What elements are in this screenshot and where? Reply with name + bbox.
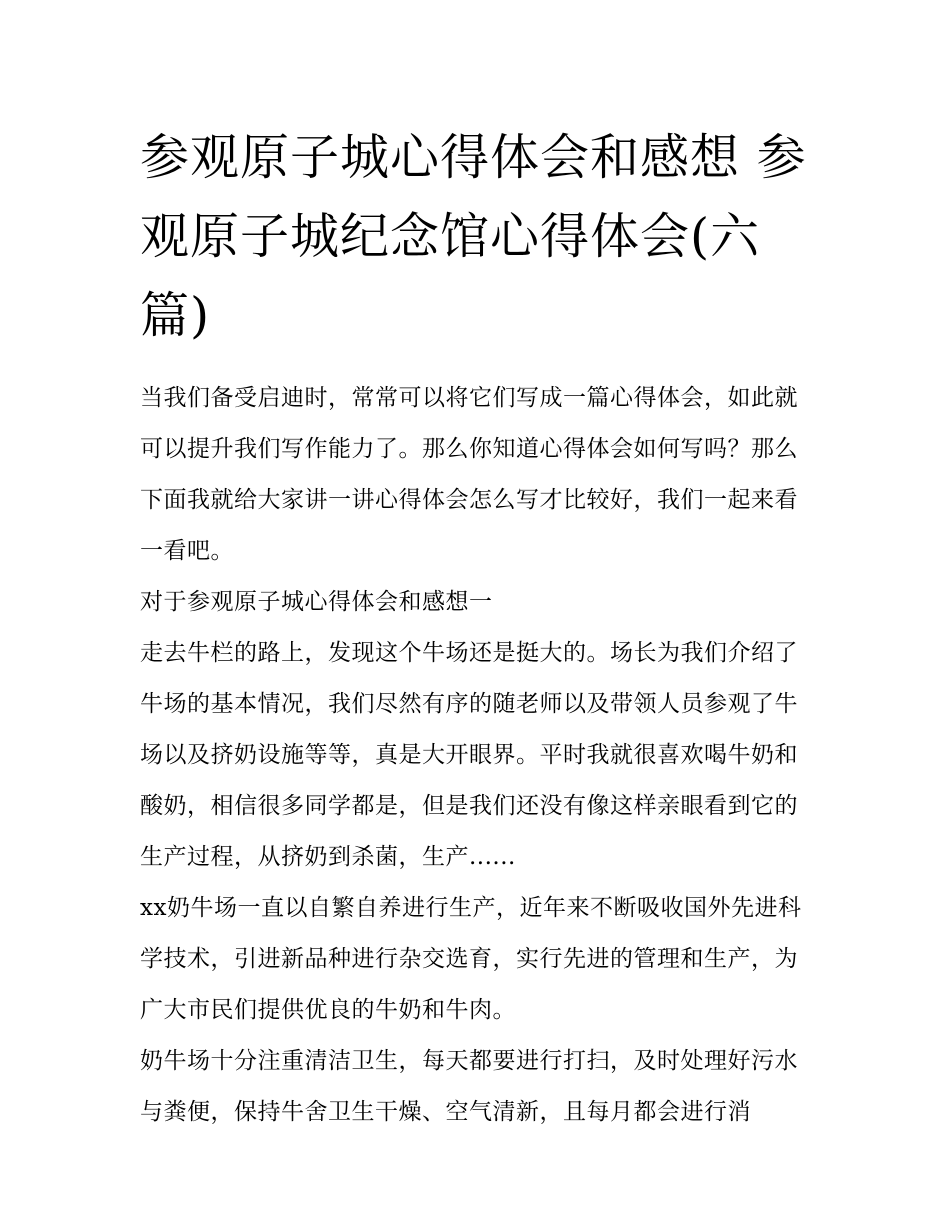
section-heading: 对于参观原子城心得体会和感想一 (140, 589, 493, 615)
body-paragraph-1: 走去牛栏的路上，发现这个牛场还是挺大的。场长为我们介绍了牛场的基本情况，我们尽然有序的随老师以及带领人员参观了牛场以及挤奶设施等等，真是大开眼界。平时我就很喜欢喝牛奶和酸奶，相信很多同学都是，但是我们还没有像这样亲眼看到它的生产过程，从挤奶到杀菌，生产...... (140, 640, 798, 870)
document-body (140, 373, 812, 1138)
document-content (140, 118, 812, 1138)
body-paragraph-2: xx奶牛场一直以自繁自养进行生产，近年来不断吸收国外先进科学技术，引进新品种进行杂交选育，实行先进的管理和生产，为广大市民们提供优良的牛奶和牛肉。 (140, 895, 802, 1023)
intro-paragraph: 当我们备受启迪时，常常可以将它们写成一篇心得体会，如此就可以提升我们写作能力了。那么你知道心得体会如何写吗？那么下面我就给大家讲一讲心得体会怎么写才比较好，我们一起来看一看吧。 (140, 385, 798, 564)
body-paragraph-3: 奶牛场十分注重清洁卫生，每天都要进行打扫，及时处理好污水与粪便，保持牛舍卫生干燥、空气清新，且每月都会进行消 (140, 1048, 798, 1125)
document-title: 参观原子城心得体会和感想 参观原子城纪念馆心得体会(六篇) (140, 129, 807, 344)
